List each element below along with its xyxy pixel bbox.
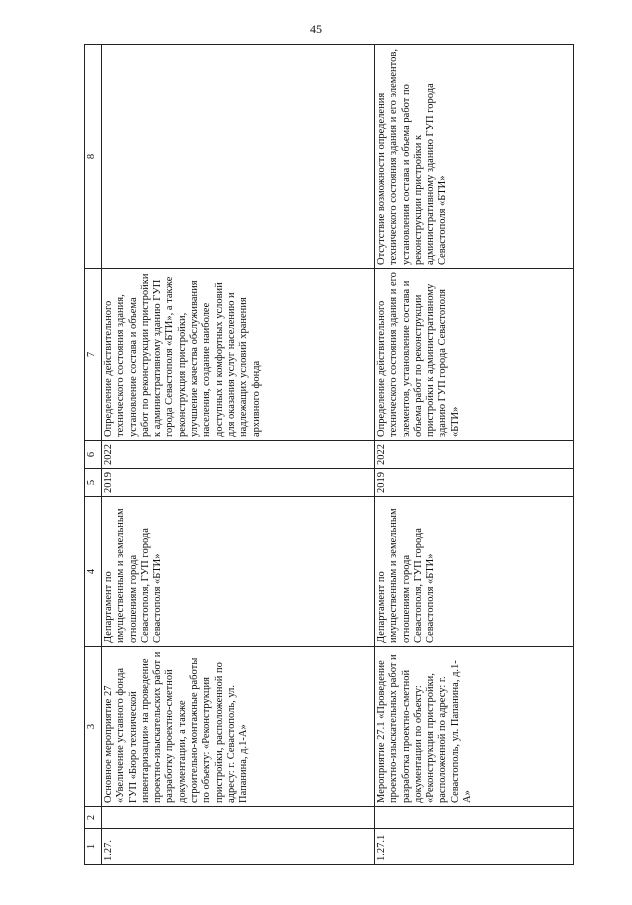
column-header-2: 2 xyxy=(85,807,102,829)
rotated-table-wrapper xyxy=(84,45,570,865)
column-header-4: 4 xyxy=(85,497,102,647)
column-header-6: 6 xyxy=(85,441,102,469)
page-number: 45 xyxy=(310,22,322,36)
event-name: Основное мероприятие 27 «Увеличение уставного фонда ГУП «Бюро технической инвентаризации» на проведение проектно-изыскательских работ и разработку проектно-сметной документации, а также строительно-монтажные работы по объекту: «Реконструкция пристройки, расположенной по адресу: г. Севастополь, ул. Папанина, д.1-А» xyxy=(102,647,375,807)
program-table xyxy=(84,44,574,865)
row-col2 xyxy=(102,807,375,829)
end-year: 2022 xyxy=(375,441,574,469)
column-header-3: 3 xyxy=(85,647,102,807)
start-year: 2019 xyxy=(375,469,574,497)
executor: Департамент по имущественным и земельным отношениям города Севастополя, ГУП города Севастополя «БТИ» xyxy=(102,497,375,647)
end-year: 2022 xyxy=(102,441,375,469)
column-header-1: 1 xyxy=(85,829,102,865)
row-col2 xyxy=(375,807,574,829)
header-row xyxy=(85,45,102,865)
expected-result: Определение действительного технического состояния здания и его элементов, установление состава и объема работ по реконструкции пристройки к административному зданию ГУП города Севастополя «БТИ» xyxy=(375,269,574,441)
start-year: 2019 xyxy=(102,469,375,497)
column-header-8: 8 xyxy=(85,45,102,269)
executor: Департамент по имущественным и земельным отношениям города Севастополя, ГУП города Севастополя «БТИ» xyxy=(375,497,574,647)
row-number: 1.27.1 xyxy=(375,829,574,865)
expected-result: Определение действительного технического состояния здания, установление состава и объема работ по реконструкции пристройки к административному зданию ГУП города Севастополя «БТИ», а также реконструкция пристройки, улучшение качества обслуживания населения, создание наиболее доступных и комфортных условий для оказания услуг населению и надлежащих условий хранения архивного фонда xyxy=(102,269,375,441)
table-row xyxy=(102,45,375,865)
row-number: 1.27. xyxy=(102,829,375,865)
event-name: Мероприятие 27.1 «Проведение проектно-изыскательных работ и разработка проектно-сметной документации по объекту: «Реконструкция пристройки, расположенной по адресу: г. Севастополь, ул. Папанина, д.1-А» xyxy=(375,647,574,807)
table-row xyxy=(375,45,574,865)
consequence xyxy=(102,45,375,269)
column-header-5: 5 xyxy=(85,469,102,497)
column-header-7: 7 xyxy=(85,269,102,441)
consequence: Отсутствие возможности определения технического состояния здания и его элементов, установления состава и объема работ по реконструкции пристройки к административному зданию ГУП города Севастополя «БТИ» xyxy=(375,45,574,269)
